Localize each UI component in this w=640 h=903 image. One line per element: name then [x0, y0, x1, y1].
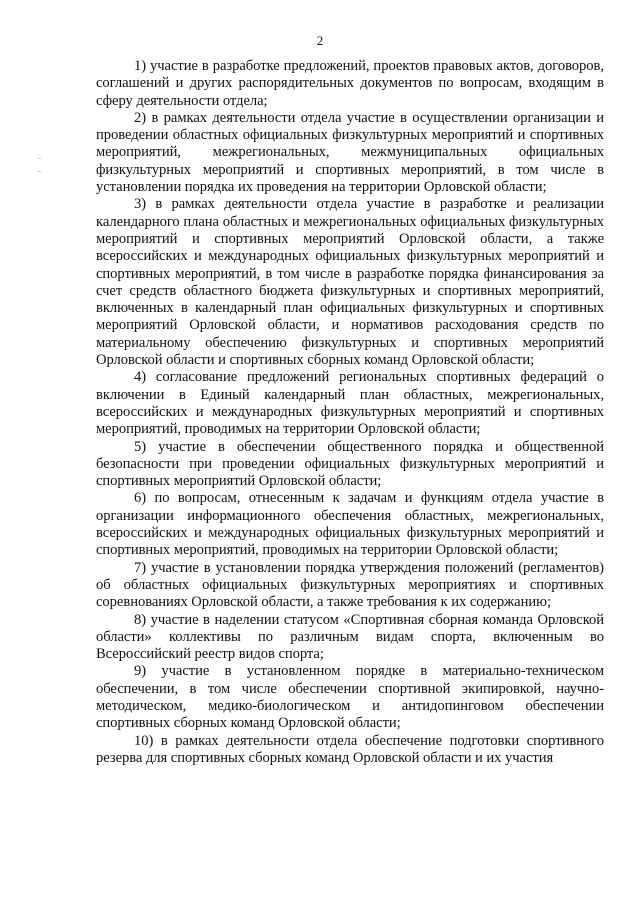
paragraph-item-1: 1) участие в разработке предложений, проектов правовых актов, договоров, соглашений и других распорядительных документов по вопросам, входящим в сферу деятельности отдела; — [96, 58, 604, 109]
body-text — [96, 58, 604, 767]
margin-mark — [38, 158, 41, 159]
paragraph-item-5: 5) участие в обеспечении общественного порядка и общественной безопасности при проведении официальных физкультурных мероприятий и спортивных мероприятий Орловской области; — [96, 438, 604, 490]
paragraph-item-3: 3) в рамках деятельности отдела участие в разработке и реализации календарного плана областных и межрегиональных официальных физкультурных мероприятий и спортивных мероприятий Орловской области, а также всероссийских и международных официальных физкультурных мероприятий и спортивных мероприятий, в том числе в разработке порядка финансирования за счет средств областного бюджета физкультурных и спортивных мероприятий, включенных в календарный план официальных физкультурных и спортивных мероприятий Орловской области, и нормативов расходования средств по материальному обеспечению физкультурных и спортивных мероприятий Орловской области и спортивных сборных команд Орловской области; — [96, 196, 604, 369]
paragraph-item-7: 7) участие в установлении порядка утверждения положений (регламентов) об областных официальных физкультурных мероприятиях и спортивных соревнованиях Орловской области, а также требования к их содержанию; — [96, 559, 604, 611]
paragraph-item-2: 2) в рамках деятельности отдела участие в осуществлении организации и проведении областных официальных физкультурных мероприятий и спортивных мероприятий, межрегиональных, межмуниципальных официальных физкультурных мероприятий и спортивных мероприятий, в том числе в установлении порядка их проведения на территории Орловской области; — [96, 109, 604, 196]
page-number: 2 — [316, 33, 324, 48]
paragraph-item-6: 6) по вопросам, отнесенным к задачам и функциям отдела участие в организации информационного обеспечения областных, межрегиональных, всероссийских и международных официальных физкультурных мероприятий и спортивных мероприятий, проводимых на территории Орловской области; — [96, 490, 604, 559]
paragraph-item-10: 10) в рамках деятельности отдела обеспечение подготовки спортивного резерва для спортивных сборных команд Орловской области и их участия — [96, 732, 604, 766]
paragraph-item-9: 9) участие в установленном порядке в материально-техническом обеспечении, в том числе обеспечении спортивной экипировкой, научно-методическом, медико-биологическом и антидопинговом обеспечении спортивных сборных команд Орловской области; — [96, 663, 604, 732]
paragraph-item-4: 4) согласование предложений региональных спортивных федераций о включении в Единый календарный план областных, межрегиональных, всероссийских и международных физкультурных мероприятий и спортивных мероприятий, проводимых на территории Орловской области; — [96, 369, 604, 438]
paragraph-item-8: 8) участие в наделении статусом «Спортивная сборная команда Орловской области» коллективы по различным видам спорта, включенным во Всероссийский реестр видов спорта; — [96, 611, 604, 663]
margin-mark — [38, 171, 41, 172]
